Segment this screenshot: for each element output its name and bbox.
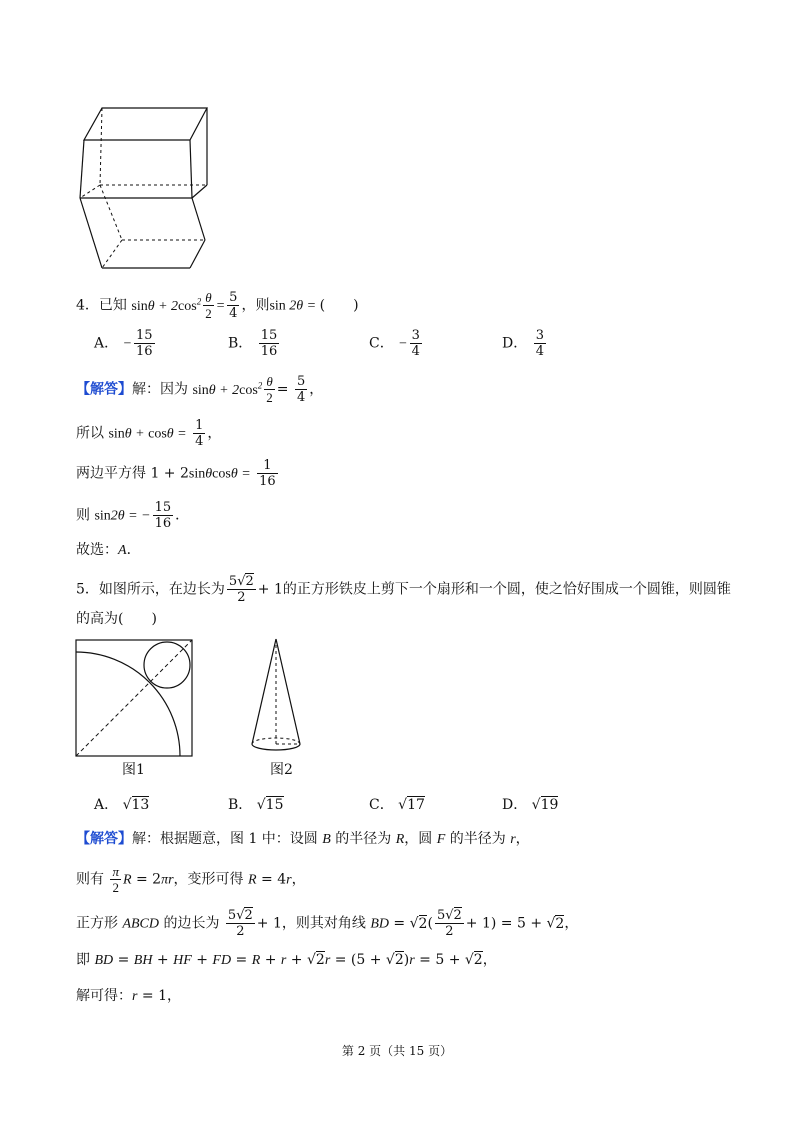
q5-stem-line-1: 5．如图所示，在边长为 $\frac{5√2}{2}$ + 1的正方形铁皮上剪下一个扇形和一个圆，使之恰好围成一个圆锥，则圆锥: [76, 574, 731, 605]
q4-stem: 4．已知 $\sin\theta + 2\cos^2$ $\frac{\theta}{2}$ = $\frac{5}{4}$ ，则sin 2θ = ( ): [76, 290, 359, 321]
q5-solution-line-1: 【解答】解：根据题意，图 1 中：设圆 B 的半径为 R，圆 F 的半径为 r，: [76, 831, 530, 847]
q4-option-a[interactable]: A． − $\frac{15}{16}$: [94, 328, 153, 359]
q4-solution-line-2: 所以 sinθ + cosθ = $\frac{1}{4}$ ，: [76, 418, 222, 449]
q4-stem-prefix: 已知: [98, 297, 127, 314]
q5-solution-line-4: 即 BD = BH + HF + FD = R + r + √2r = (5 + √2)r = 5 + √2，: [76, 952, 497, 968]
page-footer: 第 2 页（共 15 页）: [341, 1044, 453, 1058]
prism-figure: [72, 100, 217, 275]
q4-option-b[interactable]: B． $\frac{15}{16}$: [228, 328, 278, 359]
q4-solution-line-3: 两边平方得 1 + 2sinθcosθ = $\frac{1}{16}$: [76, 458, 276, 489]
q5-option-b[interactable]: B． √15: [228, 797, 284, 813]
q4-solution-tag: 【解答】: [76, 381, 132, 398]
q4-solution-line-4: 则 sin2θ = − $\frac{15}{16}$ ．: [76, 500, 190, 531]
q5-stem-part-a: 如图所示，在边长为: [98, 581, 225, 598]
q5-solution-tag: 【解答】: [76, 831, 132, 847]
q5-options: [94, 794, 694, 818]
q5-stem-line-2: 的高为( ): [76, 611, 157, 627]
q5-number: 5．: [76, 581, 99, 598]
q5-fig2-caption: 图2: [270, 762, 293, 778]
q5-solution-line-5: 解可得：r = 1，: [76, 988, 181, 1004]
q4-number: 4．: [76, 297, 99, 314]
q4-options: [94, 328, 694, 364]
q5-figure-2: [248, 636, 304, 758]
q5-option-a[interactable]: A． √13: [94, 797, 150, 813]
q5-option-d[interactable]: D． √19: [502, 797, 559, 813]
q5-option-c[interactable]: C． √17: [369, 797, 425, 813]
q5-stem-part-b: 的正方形铁皮上剪下一个扇形和一个圆，使之恰好围成一个圆锥，则圆锥: [282, 581, 731, 598]
q4-solution-line-1: 【解答】解：因为 $\sin\theta + 2\cos^2$ $\frac{\theta}{2}$ = $\frac{5}{4}$ ，: [76, 374, 324, 405]
q4-solution-line-5: 故选：A．: [76, 542, 141, 558]
q5-figure-1: [74, 638, 196, 760]
q5-fig1-caption: 图1: [122, 762, 145, 778]
q4-option-d[interactable]: D． $\frac{3}{4}$: [502, 328, 544, 359]
q5-solution-line-2: 则有 $\frac{\pi}{2}$ R = 2πr，变形可得 R = 4r，: [76, 864, 306, 895]
q4-option-c[interactable]: C． − $\frac{3}{4}$: [369, 328, 420, 359]
q4-stem-mid: ，则: [241, 297, 270, 314]
q5-solution-line-3: 正方形 ABCD 的边长为 $\frac{5√2}{2}$ + 1，则其对角线 BD = √2( $\frac{5√2}{2}$ + 1) = 5 + √2，: [76, 908, 579, 939]
